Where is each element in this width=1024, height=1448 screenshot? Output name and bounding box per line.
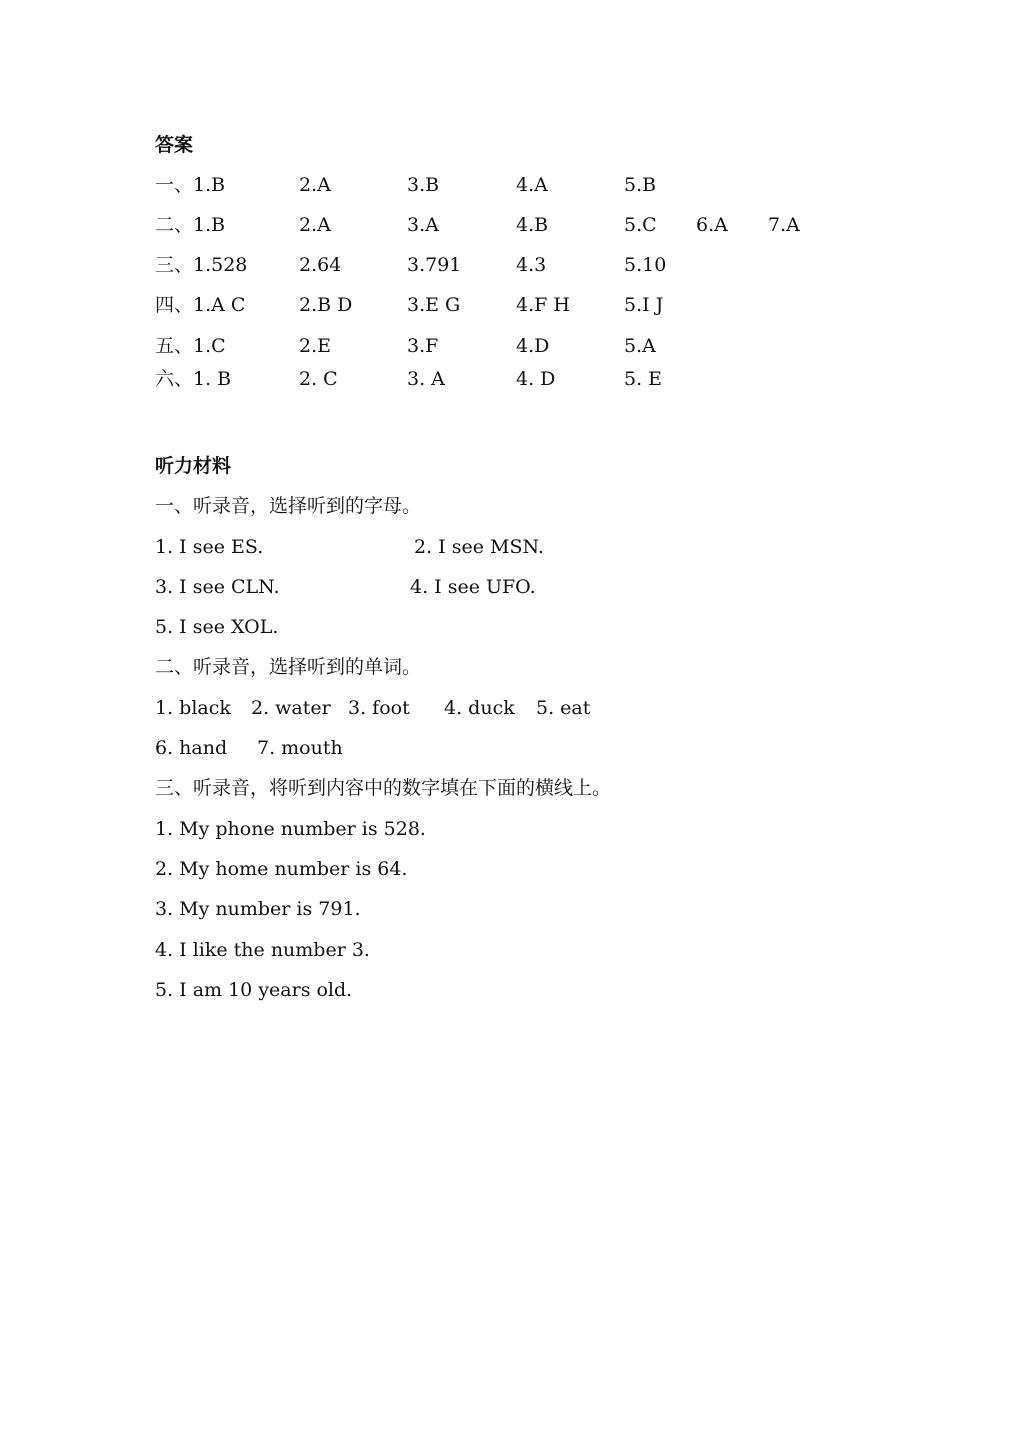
answer-cell: 二、1.B <box>155 214 226 236</box>
list-item: 6. hand <box>155 737 228 759</box>
list-item: 7. mouth <box>257 737 343 759</box>
answer-cell: 4.3 <box>516 254 547 276</box>
section-3-title: 三、听录音，将听到内容中的数字填在下面的横线上。 <box>155 777 612 799</box>
list-item: 1. I see ES. <box>155 536 264 558</box>
answer-cell: 2.E <box>299 335 331 357</box>
answer-cell: 4.D <box>516 335 550 357</box>
answer-cell: 5. E <box>624 368 663 390</box>
answer-cell: 3.F <box>407 335 439 357</box>
answer-cell: 4.B <box>516 214 549 236</box>
answer-cell: 5.C <box>624 214 657 236</box>
list-item: 2. My home number is 64. <box>155 858 408 880</box>
list-item: 4. duck <box>444 697 515 719</box>
section-1-title: 一、听录音，选择听到的字母。 <box>155 495 422 517</box>
list-item: 4. I like the number 3. <box>155 939 370 961</box>
answer-cell: 2. C <box>299 368 338 390</box>
answers-heading: 答案 <box>155 134 194 156</box>
answer-cell: 3.B <box>407 174 440 196</box>
answer-cell: 六、1. B <box>155 368 232 390</box>
list-item: 1. My phone number is 528. <box>155 818 426 840</box>
answer-cell: 2.A <box>299 214 331 236</box>
answer-cell: 2.64 <box>299 254 342 276</box>
section-2-title: 二、听录音，选择听到的单词。 <box>155 656 422 678</box>
list-item: 5. eat <box>536 697 591 719</box>
answer-cell: 5.I J <box>624 294 664 316</box>
answer-cell: 2.A <box>299 174 331 196</box>
listening-heading: 听力材料 <box>155 455 232 477</box>
answer-cell: 6.A <box>696 214 728 236</box>
answer-cell: 2.B D <box>299 294 353 316</box>
answer-cell: 三、1.528 <box>155 254 248 276</box>
answer-cell: 四、1.A C <box>155 294 246 316</box>
answer-cell: 3. A <box>407 368 445 390</box>
list-item: 5. I see XOL. <box>155 616 279 638</box>
answer-cell: 7.A <box>768 214 800 236</box>
answer-cell: 3.A <box>407 214 439 236</box>
answer-cell: 4. D <box>516 368 556 390</box>
answer-cell: 五、1.C <box>155 335 226 357</box>
answer-cell: 一、1.B <box>155 174 226 196</box>
answer-cell: 5.10 <box>624 254 667 276</box>
answer-cell: 3.E G <box>407 294 461 316</box>
answer-cell: 4.A <box>516 174 548 196</box>
list-item: 3. foot <box>348 697 410 719</box>
list-item: 3. My number is 791. <box>155 898 361 920</box>
list-item: 1. black <box>155 697 231 719</box>
list-item: 3. I see CLN. <box>155 576 280 598</box>
list-item: 2. water <box>251 697 331 719</box>
answer-cell: 5.A <box>624 335 656 357</box>
answer-cell: 3.791 <box>407 254 462 276</box>
list-item: 4. I see UFO. <box>410 576 536 598</box>
list-item: 5. I am 10 years old. <box>155 979 353 1001</box>
list-item: 2. I see MSN. <box>414 536 544 558</box>
answer-cell: 5.B <box>624 174 657 196</box>
answer-cell: 4.F H <box>516 294 570 316</box>
